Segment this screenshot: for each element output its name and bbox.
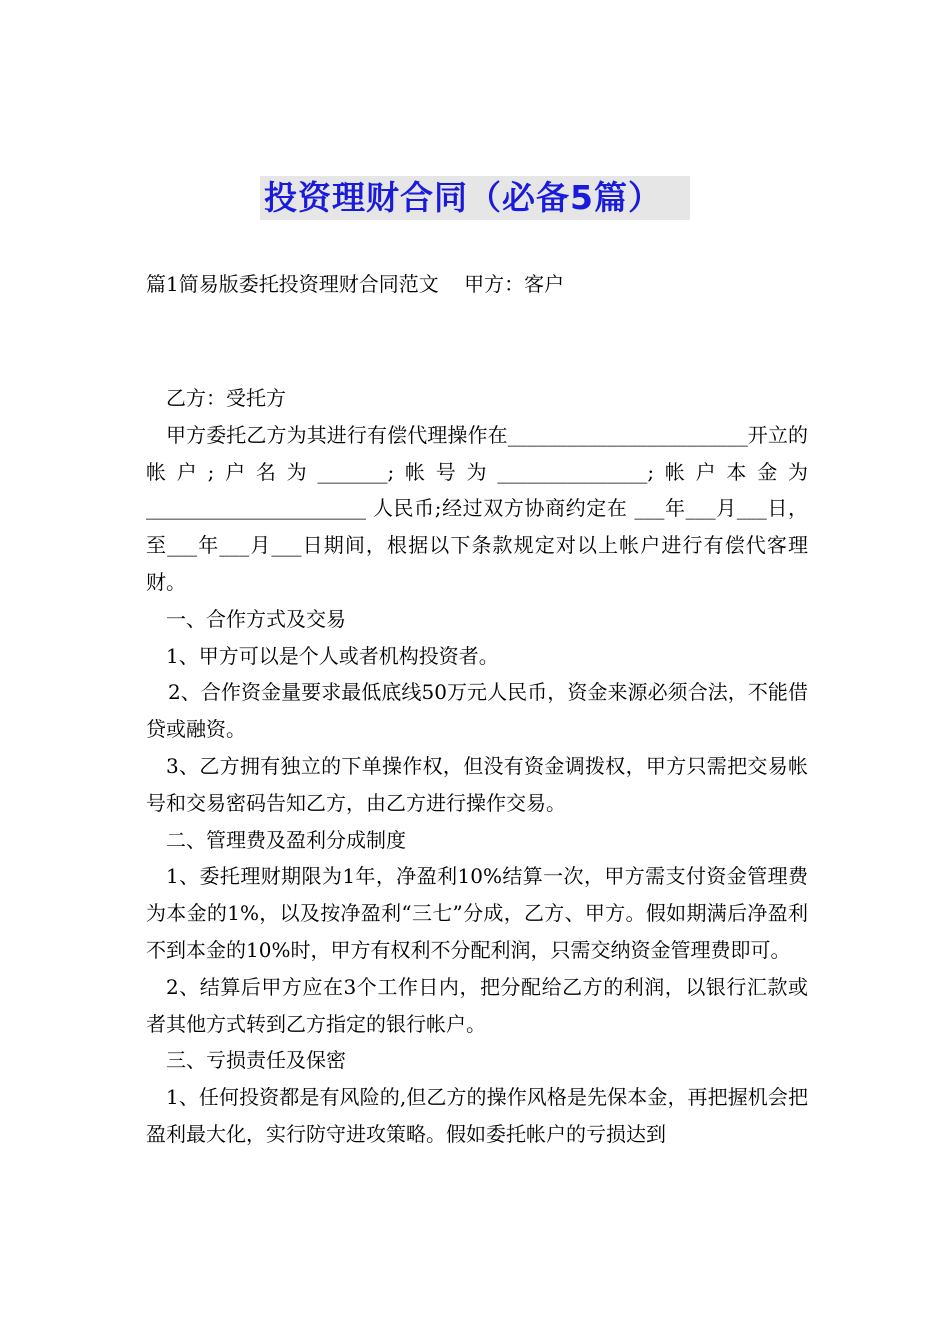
title-container	[0, 176, 950, 220]
document-title: 投资理财合同（必备5篇）	[260, 176, 690, 220]
contract-body	[146, 380, 808, 1153]
clause-1-2: 2、合作资金量要求最低底线50万元人民币，资金来源必须合法，不能借贷或融资。	[146, 680, 808, 742]
clause-1-3: 3、乙方拥有独立的下单操作权，但没有资金调拨权，甲方只需把交易帐号和交易密码告知乙方，由乙方进行操作交易。	[146, 753, 808, 815]
section-heading-cooperation: 一、合作方式及交易	[166, 606, 346, 631]
clause-2-2: 2、结算后甲方应在3个工作日内，把分配给乙方的利润，以银行汇款或者其他方式转到乙方指定的银行帐户。	[146, 974, 808, 1036]
clause-3-1: 1、任何投资都是有风险的,但乙方的操作风格是先保本金，再把握机会把盈利最大化，实行防守进攻策略。假如委托帐户的亏损达到	[146, 1085, 808, 1146]
clause-2-1: 1、委托理财期限为1年，净盈利10%结算一次，甲方需支付资金管理费为本金的1%，以及按净盈利“三七”分成，乙方、甲方。假如期满后净盈利不到本金的10%时，甲方有权利不分配利润，只需交纳资金管理费即可。	[146, 864, 808, 962]
clause-1-1: 1、甲方可以是个人或者机构投资者。	[166, 643, 499, 668]
section-subtitle: 篇1简易版委托投资理财合同范文 甲方：客户	[146, 272, 565, 296]
party-b-line: 乙方：受托方	[166, 386, 286, 410]
section-heading-loss: 三、亏损责任及保密	[166, 1048, 346, 1073]
entrustment-paragraph: 甲方委托乙方为其进行有偿代理操作在________________________开立的帐户;户名为_______;帐号为_______________;帐户本金为______________________ 人民币;经过双方协商约定在 ___年___月___日，至___年___月___日期间，根据以下条款规定对以上帐户进行有偿代客理财。	[146, 422, 808, 594]
section-heading-fees: 二、管理费及盈利分成制度	[166, 827, 406, 852]
